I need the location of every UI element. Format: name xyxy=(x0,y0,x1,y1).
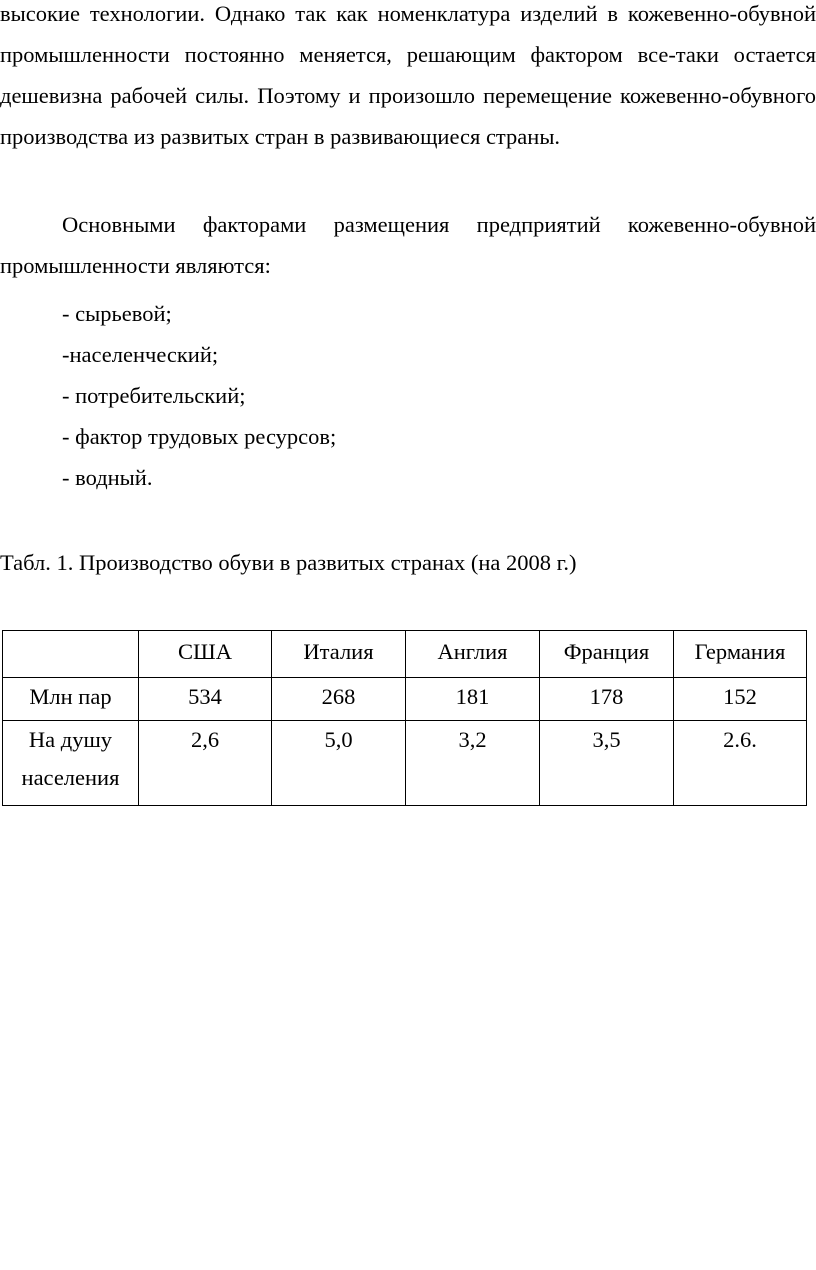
table-cell: 534 xyxy=(139,678,272,721)
factors-list xyxy=(62,293,336,498)
paragraph-factors-intro: Основными факторами размещения предприятий кожевенно-обувной промышленности являются: xyxy=(0,212,816,278)
table-header-cell: Германия xyxy=(674,631,807,678)
list-item: - потребительский; xyxy=(62,383,246,408)
table-cell: 3,2 xyxy=(406,721,540,806)
list-item: -населенческий; xyxy=(62,342,219,367)
table-row xyxy=(3,678,807,721)
table-cell: 178 xyxy=(540,678,674,721)
table-header-cell: Франция xyxy=(540,631,674,678)
table-header-cell: США xyxy=(139,631,272,678)
table-row-label: Млн пар xyxy=(3,678,139,721)
list-item: - сырьевой; xyxy=(62,301,172,326)
list-item: - фактор трудовых ресурсов; xyxy=(62,424,337,449)
table-header-cell: Италия xyxy=(272,631,406,678)
table-header-row xyxy=(3,631,807,678)
table-header-cell xyxy=(3,631,139,678)
table-cell: 3,5 xyxy=(540,721,674,806)
table-row-label: На душу населения xyxy=(3,721,139,806)
table-cell: 181 xyxy=(406,678,540,721)
table-cell: 5,0 xyxy=(272,721,406,806)
table-header-cell: Англия xyxy=(406,631,540,678)
table-cell: 152 xyxy=(674,678,807,721)
table-cell: 268 xyxy=(272,678,406,721)
table-cell: 2,6 xyxy=(139,721,272,806)
shoe-production-table xyxy=(2,630,807,806)
table-row xyxy=(3,721,807,806)
list-item: - водный. xyxy=(62,465,153,490)
table-cell: 2.6. xyxy=(674,721,807,806)
paragraph-intro: высокие технологии. Однако так как номенклатура изделий в кожевенно-обувной промышленности постоянно меняется, решающим фактором все-таки остается дешевизна рабочей силы. Поэтому и произошло перемещение кожевенно-обувного производства из развитых стран в развивающиеся страны. xyxy=(0,1,816,149)
table-caption: Табл. 1. Производство обуви в развитых странах (на 2008 г.) xyxy=(0,550,577,575)
